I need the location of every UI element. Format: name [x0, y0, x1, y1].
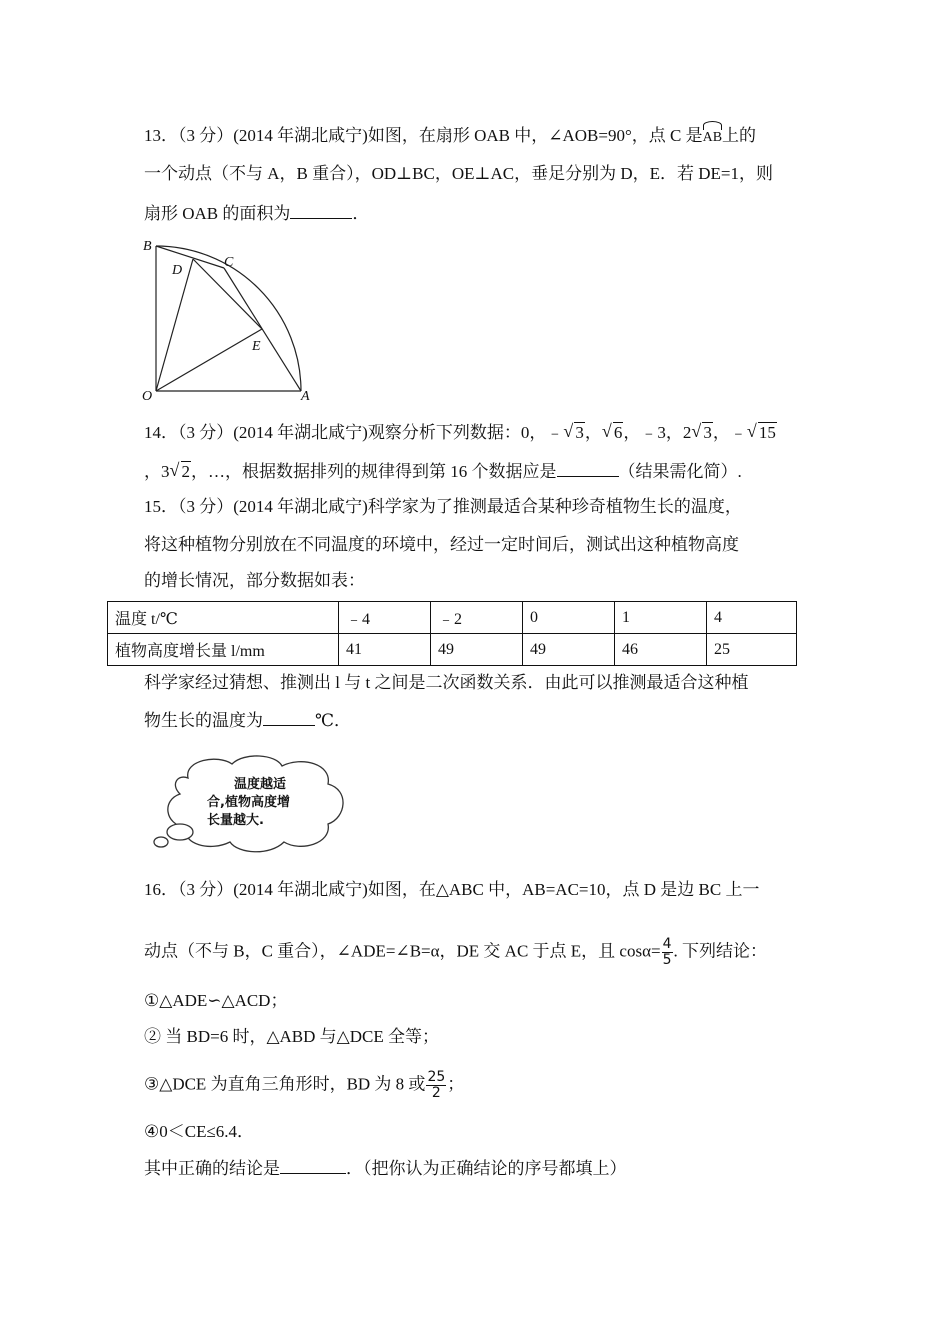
answer-blank-13[interactable] — [290, 200, 352, 219]
q13-line-2: 一个动点（不与 A，B 重合），OD⊥BC，OE⊥AC，垂足分别为 D，E．若 DE=1，则 — [144, 164, 774, 183]
table-cell: 25 — [707, 634, 797, 666]
q13-line-3: 扇形 OAB 的面积为 ． — [144, 200, 369, 226]
table-cell: 4 — [707, 602, 797, 634]
arc-ab-symbol: AB — [703, 124, 722, 150]
segment-od — [156, 259, 193, 391]
answer-blank-15[interactable] — [263, 707, 315, 726]
q16-conclusion-4: ④0＜CE≤6.4． — [144, 1122, 255, 1141]
q16-conclusion-2: ② 当 BD=6 时，△ABD 与△DCE 全等； — [144, 1027, 439, 1046]
cloud-text-3: 长量越大. — [207, 813, 264, 828]
label-c: C — [224, 255, 234, 270]
sqrt-3: √ 3 — [563, 421, 585, 445]
q16-last-line: 其中正确的结论是 ．（把你认为正确结论的序号都填上） — [144, 1155, 627, 1181]
label-a: A — [301, 389, 310, 404]
q16-conclusion-3: ③△DCE 为直角三角形时，BD 为 8 或 $\frac{25}{2}$ ； — [144, 1069, 465, 1101]
table-cell: ﹣4 — [339, 602, 431, 634]
q16-conclusion-1: ①△ADE∽△ACD； — [144, 991, 288, 1010]
q15-line-1: 15．（3 分）(2014 年湖北咸宁)科学家为了推测最适合某种珍奇植物生长的温度， — [144, 497, 742, 516]
answer-blank-16[interactable] — [280, 1155, 346, 1174]
table-cell: 0 — [523, 602, 615, 634]
segment-ca — [224, 268, 301, 391]
table-cell: 49 — [523, 634, 615, 666]
table-cell: ﹣2 — [431, 602, 523, 634]
answer-blank-14[interactable] — [557, 458, 619, 477]
sqrt-6: √ 6 — [602, 421, 624, 445]
q16-line-1: 16．（3 分）(2014 年湖北咸宁)如图，在△ABC 中，AB=AC=10，点 D 是边 BC 上一 — [144, 880, 760, 899]
fraction-4-5: $\frac{4}{5}$ — [662, 936, 672, 968]
fraction-25-2: $\frac{25}{2}$ — [427, 1069, 446, 1101]
q15-line-5: 物生长的温度为 ℃． — [144, 707, 351, 733]
label-b: B — [143, 239, 152, 254]
sector-figure — [138, 236, 313, 406]
q16-line-2: 动点（不与 B，C 重合），∠ADE=∠B=α，DE 交 AC 于点 E，且 cosα= $\frac{4}{5}$ . 下列结论： — [144, 936, 768, 968]
q15-line-3: 的增长情况，部分数据如表： — [144, 571, 365, 590]
q14-line-1: 14．（3 分）(2014 年湖北咸宁)观察分析下列数据：0，﹣√ 3，√ 6，﹣3，2√ 3，﹣√ 15 — [144, 421, 777, 445]
table-row-growth — [108, 634, 797, 666]
cloud-text-2: 合,植物高度增 — [207, 795, 290, 810]
table-cell: 温度 t/℃ — [108, 602, 339, 634]
table-cell: 41 — [339, 634, 431, 666]
table-cell: 46 — [615, 634, 707, 666]
data-table — [107, 601, 797, 666]
segment-bc — [156, 246, 224, 268]
table-cell: 49 — [431, 634, 523, 666]
q14-line-2: ，3√ 2，…，根据数据排列的规律得到第 16 个数据应是 （结果需化简）. — [144, 458, 742, 484]
q15-line-4: 科学家经过猜想、推测出 l 与 t 之间是二次函数关系．由此可以推测最适合这种植 — [144, 673, 749, 692]
sqrt-15: √ 15 — [747, 421, 777, 445]
thought-cloud — [140, 752, 355, 856]
cloud-bubble-small — [154, 837, 168, 847]
q13-line-1: 13．（3 分）(2014 年湖北咸宁)如图，在扇形 OAB 中，∠AOB=90°，点 C 是AB上的 — [144, 124, 756, 150]
table-cell: 1 — [615, 602, 707, 634]
table-row-temperature — [108, 602, 797, 634]
cloud-bubble-large — [167, 824, 193, 840]
label-o: O — [142, 389, 153, 404]
q15-line-2: 将这种植物分别放在不同温度的环境中，经过一定时间后，测试出这种植物高度 — [144, 535, 739, 554]
cloud-text-1: 温度越适 — [234, 777, 287, 792]
segment-oe — [156, 329, 262, 391]
table-cell: 植物高度增长量 l/mm — [108, 634, 339, 666]
sqrt-3b: √ 3 — [691, 421, 713, 445]
sqrt-2: √ 2 — [170, 460, 192, 484]
label-d: D — [172, 263, 183, 278]
label-e: E — [252, 339, 261, 354]
